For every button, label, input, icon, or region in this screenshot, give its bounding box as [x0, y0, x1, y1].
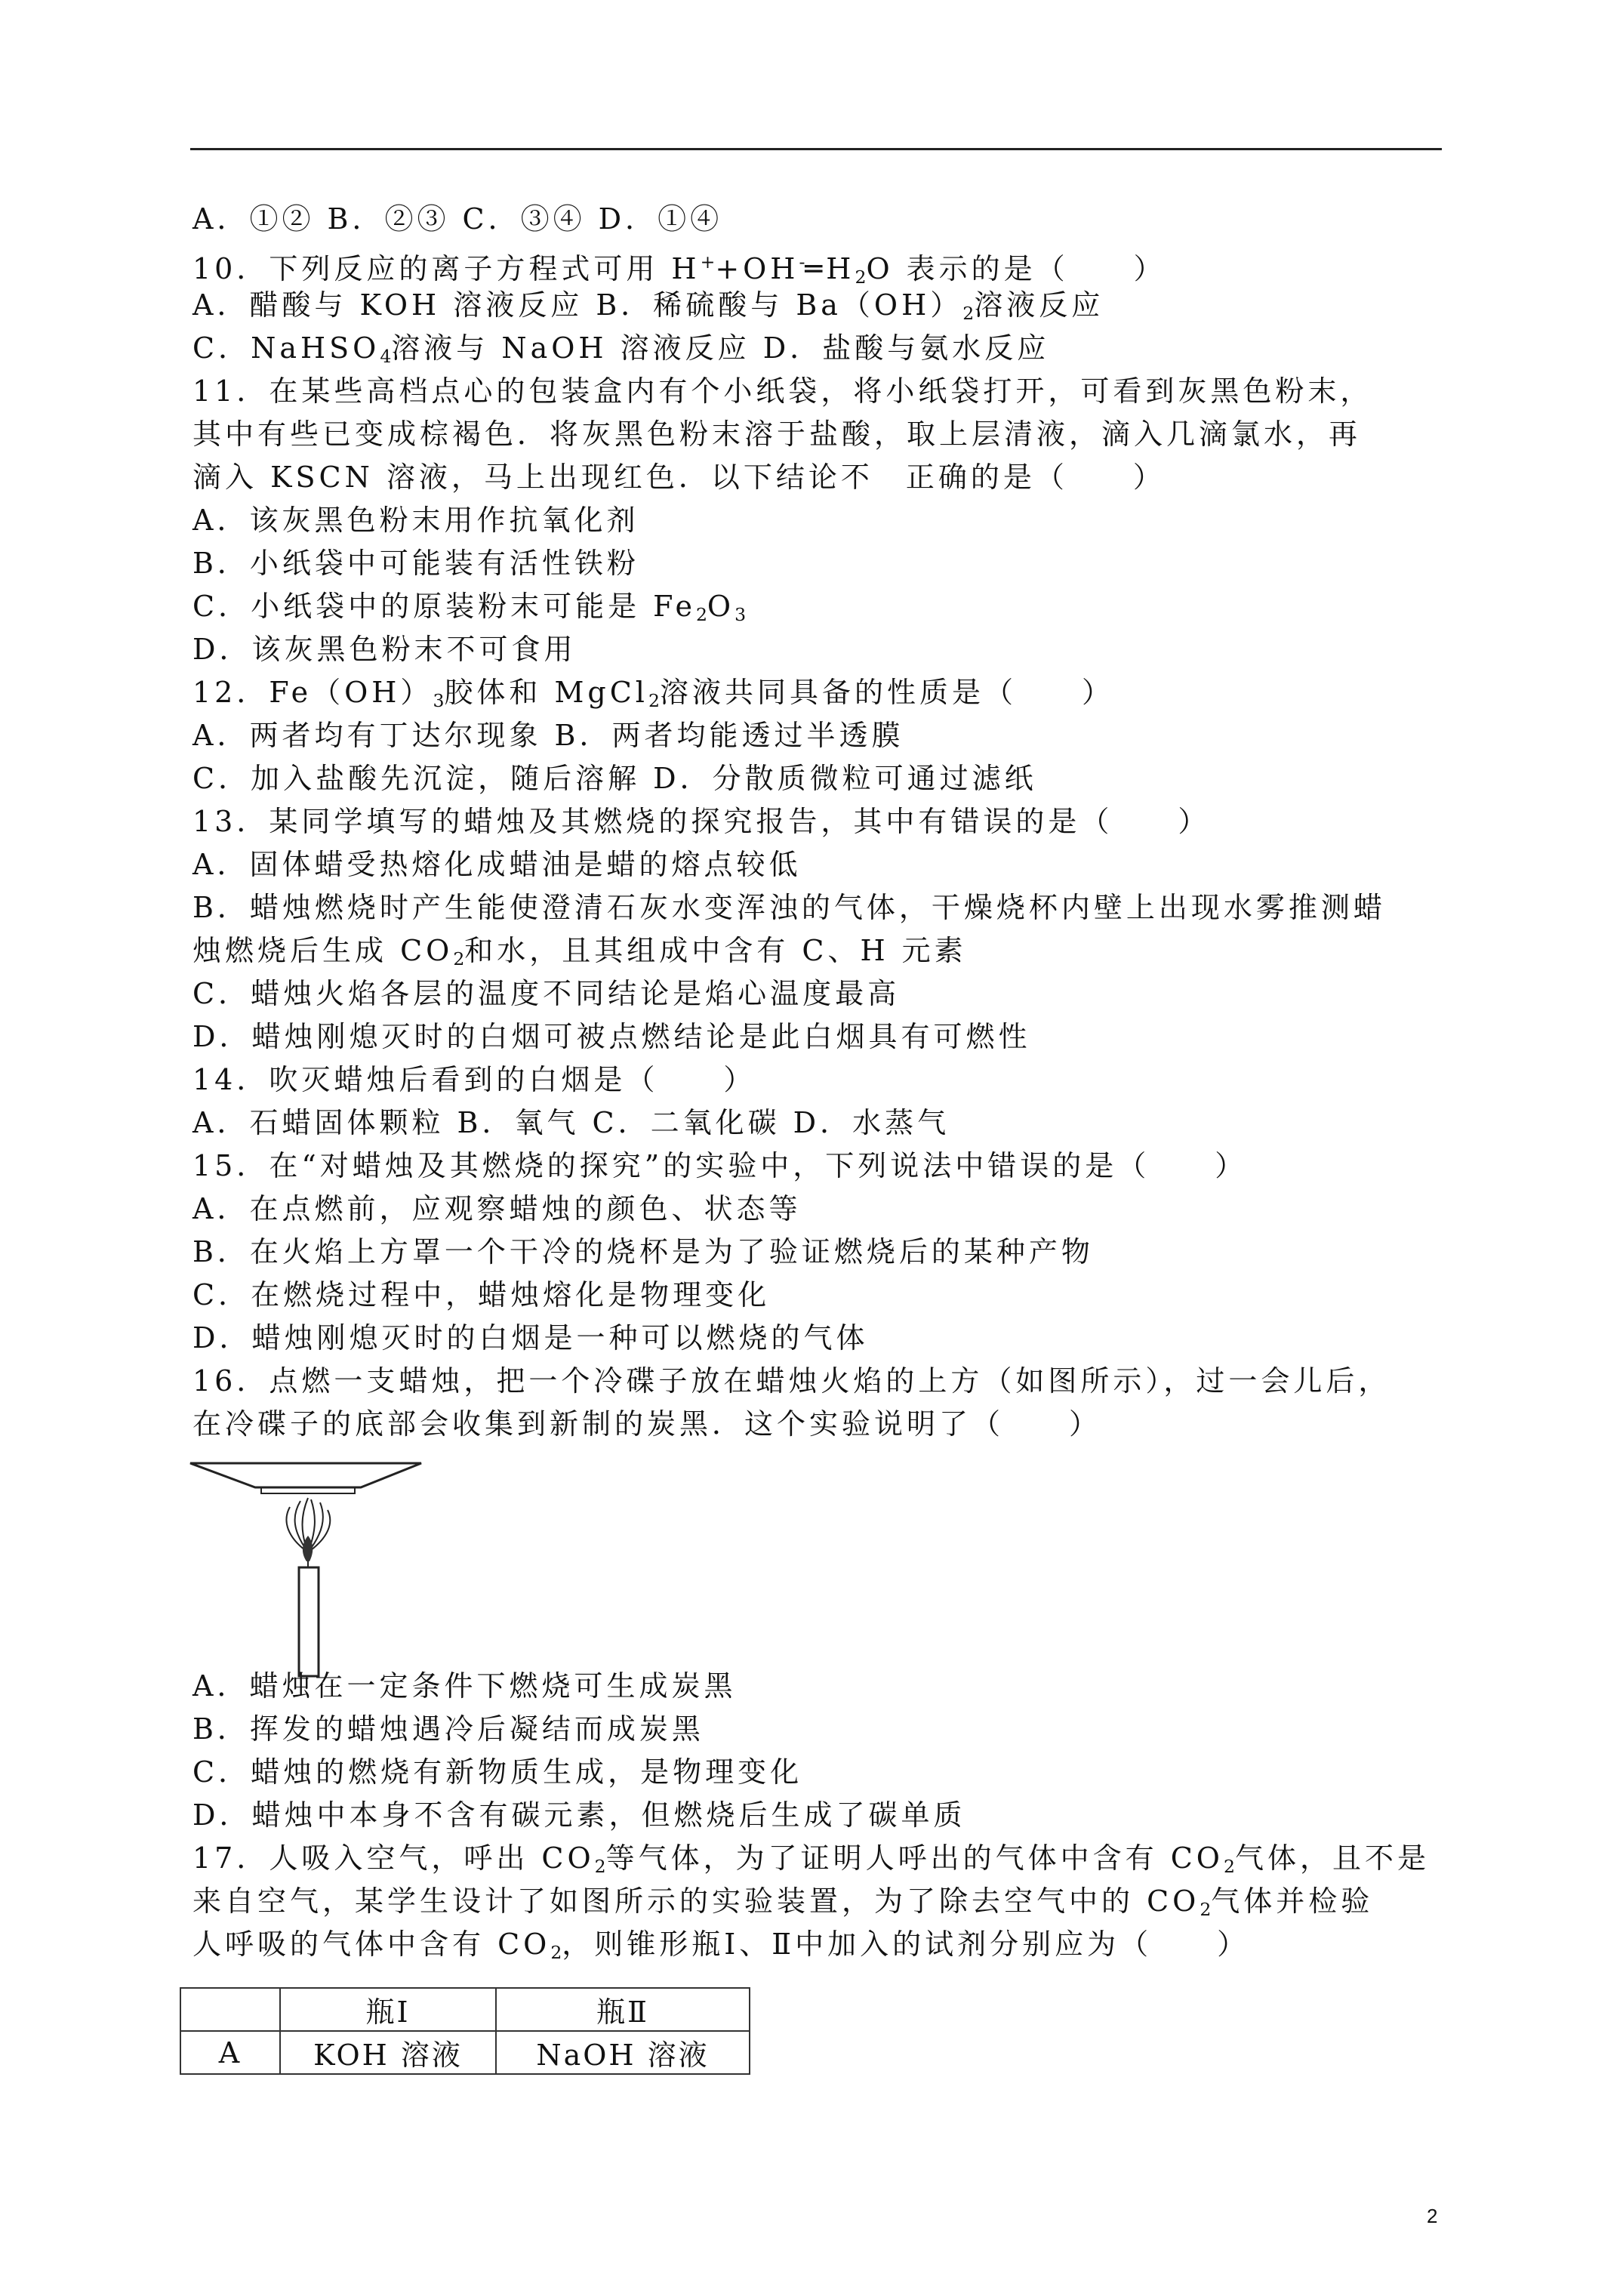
page-number: 2 — [1427, 2205, 1438, 2227]
text-run: C．小纸袋中的原装粉末可能是 Fe — [192, 590, 696, 623]
text-run: B．小纸袋中可能装有活性铁粉 — [192, 547, 639, 580]
text-line — [192, 886, 1461, 929]
text-run: O 表示的是（ ） — [866, 252, 1166, 285]
text-run: A．在点燃前，应观察蜡烛的颜色、状态等 — [192, 1192, 802, 1225]
text-run: 气体，且不是 — [1234, 1841, 1430, 1875]
text-line — [192, 1880, 1461, 1923]
candle-plate-figure — [187, 1448, 444, 1682]
table-cell: NaOH 溶液 — [496, 2031, 750, 2074]
text-line — [192, 628, 1461, 671]
text-run: 滴入 KSCN 溶液，马上出现红色．以下结论不 正确的是（ ） — [192, 461, 1166, 494]
candle-icon — [187, 1448, 444, 1682]
text-run: 11．在某些高档点心的包装盒内有个小纸袋，将小纸袋打开，可看到灰黑色粉末， — [192, 374, 1373, 408]
text-run: 2 — [594, 1856, 606, 1877]
text-line — [192, 370, 1461, 413]
text-line — [192, 1403, 1461, 1446]
text-run: 气体并检验 — [1211, 1885, 1374, 1918]
table-header-cell: 瓶Ⅱ — [496, 1988, 750, 2031]
text-line — [192, 585, 1461, 628]
text-run: D．蜡烛中本身不含有碳元素，但燃烧后生成了碳单质 — [192, 1798, 966, 1832]
text-run: 2 — [648, 690, 660, 711]
text-line — [192, 1751, 1461, 1794]
text-run: O — [707, 590, 735, 623]
text-line — [192, 1188, 1461, 1231]
text-line — [192, 1274, 1461, 1317]
text-line — [192, 1708, 1461, 1751]
text-run: 16．点燃一支蜡烛，把一个冷碟子放在蜡烛火焰的上方（如图所示），过一会儿后， — [192, 1364, 1391, 1398]
text-line — [192, 1231, 1461, 1274]
text-run: 溶液与 NaOH 溶液反应 D．盐酸与氨水反应 — [391, 331, 1050, 365]
text-line — [192, 413, 1461, 456]
text-run: 2 — [695, 604, 707, 625]
text-run: 3 — [433, 690, 445, 711]
text-run: 2 — [962, 303, 975, 324]
text-line — [192, 499, 1461, 542]
text-run: 12．Fe（OH） — [192, 676, 433, 709]
text-run: 等气体，为了证明人呼出的气体中含有 CO — [605, 1841, 1224, 1875]
text-run: 胶体和 MgCl — [444, 676, 648, 709]
text-run: ═H — [805, 252, 855, 285]
text-line — [192, 284, 1461, 327]
text-line — [192, 198, 1461, 241]
text-run: A．醋酸与 KOH 溶液反应 B．稀硫酸与 Ba（OH） — [192, 288, 963, 322]
text-run: 其中有些已变成棕褐色．将灰黑色粉末溶于盐酸，取上层清液，滴入几滴氯水，再 — [192, 418, 1362, 451]
text-run: +OH — [715, 252, 799, 285]
text-line — [192, 671, 1461, 714]
text-run: 溶液反应 — [974, 288, 1104, 322]
text-line — [192, 327, 1461, 370]
text-run: A．该灰黑色粉末用作抗氧化剂 — [192, 504, 639, 537]
header-rule — [190, 148, 1442, 150]
reagent-table — [180, 1987, 750, 2075]
text-line — [192, 542, 1461, 585]
text-run: 17．人吸入空气，呼出 CO — [192, 1841, 595, 1875]
text-line — [192, 1059, 1461, 1102]
text-line — [192, 241, 1461, 288]
text-line — [192, 929, 1461, 972]
text-run: 4 — [380, 346, 392, 367]
text-line — [192, 1360, 1461, 1403]
text-line — [192, 1102, 1461, 1145]
table-header-cell — [180, 1988, 280, 2031]
text-run: D．蜡烛刚熄灭时的白烟可被点燃结论是此白烟具有可燃性 — [192, 1020, 1031, 1053]
text-line — [192, 1794, 1461, 1837]
text-run: C．加入盐酸先沉淀，随后溶解 D．分散质微粒可通过滤纸 — [192, 762, 1037, 795]
text-run: 溶液共同具备的性质是（ ） — [659, 676, 1114, 709]
text-run: C．NaHSO — [192, 331, 380, 365]
text-run: B．挥发的蜡烛遇冷后凝结而成炭黑 — [192, 1712, 704, 1746]
text-line — [192, 1145, 1461, 1188]
text-line — [192, 757, 1461, 800]
text-line — [192, 714, 1461, 757]
text-run: D．蜡烛刚熄灭时的白烟是一种可以燃烧的气体 — [192, 1321, 869, 1354]
text-line — [192, 843, 1461, 886]
text-run: 3 — [735, 604, 747, 625]
text-run: C．蜡烛火焰各层的温度不同结论是焰心温度最高 — [192, 977, 901, 1010]
text-run: C．在燃烧过程中，蜡烛熔化是物理变化 — [192, 1278, 771, 1311]
text-run: 2 — [1223, 1856, 1235, 1877]
table-cell: KOH 溶液 — [280, 2031, 496, 2074]
text-run: A．蜡烛在一定条件下燃烧可生成炭黑 — [192, 1669, 737, 1703]
table-row — [180, 2031, 750, 2074]
text-run: B．在火焰上方罩一个干冷的烧杯是为了验证燃烧后的某种产物 — [192, 1235, 1094, 1268]
text-line — [192, 456, 1461, 499]
text-run: 2 — [855, 267, 867, 288]
text-run: A．固体蜡受热熔化成蜡油是蜡的熔点较低 — [192, 848, 802, 881]
text-run: 2 — [1200, 1899, 1212, 1920]
text-run: 人呼吸的气体中含有 CO — [192, 1928, 551, 1961]
text-run: - — [799, 251, 805, 273]
table-header-row — [180, 1988, 750, 2031]
text-run: 2 — [550, 1942, 562, 1963]
text-run: B．蜡烛燃烧时产生能使澄清石灰水变浑浊的气体，干燥烧杯内壁上出现水雾推测蜡 — [192, 891, 1386, 924]
text-run: 2 — [453, 948, 465, 969]
text-line — [192, 800, 1461, 843]
text-run: D．该灰黑色粉末不可食用 — [192, 633, 577, 666]
text-run: 15．在“对蜡烛及其燃烧的探究”的实验中，下列说法中错误的是（ ） — [192, 1149, 1248, 1182]
text-run: 来自空气，某学生设计了如图所示的实验装置，为了除去空气中的 CO — [192, 1885, 1200, 1918]
table-cell: A — [180, 2031, 280, 2074]
text-run: ，则锥形瓶Ⅰ、Ⅱ中加入的试剂分别应为（ ） — [562, 1928, 1250, 1961]
text-run: 13．某同学填写的蜡烛及其燃烧的探究报告，其中有错误的是（ ） — [192, 805, 1211, 838]
text-run: 烛燃烧后生成 CO — [192, 934, 454, 967]
text-run: A．①② B．②③ C．③④ D．①④ — [192, 202, 723, 236]
text-run: C．蜡烛的燃烧有新物质生成，是物理变化 — [192, 1755, 803, 1789]
text-run: A．石蜡固体颗粒 B．氧气 C．二氧化碳 D．水蒸气 — [192, 1106, 950, 1139]
text-run: 在冷碟子的底部会收集到新制的炭黑．这个实验说明了（ ） — [192, 1407, 1102, 1441]
text-line — [192, 1015, 1461, 1059]
text-line — [192, 1923, 1461, 1966]
text-run: 和水，且其组成中含有 C、H 元素 — [464, 934, 967, 967]
text-run: 14．吹灭蜡烛后看到的白烟是（ ） — [192, 1063, 756, 1096]
text-line — [192, 972, 1461, 1015]
table-header-cell: 瓶Ⅰ — [280, 1988, 496, 2031]
text-run: A．两者均有丁达尔现象 B．两者均能透过半透膜 — [192, 719, 904, 752]
text-line — [192, 1317, 1461, 1360]
text-line — [192, 1837, 1461, 1880]
question-text — [192, 198, 1461, 1966]
text-run: + — [700, 251, 716, 273]
text-run: 10．下列反应的离子方程式可用 H — [192, 252, 701, 285]
